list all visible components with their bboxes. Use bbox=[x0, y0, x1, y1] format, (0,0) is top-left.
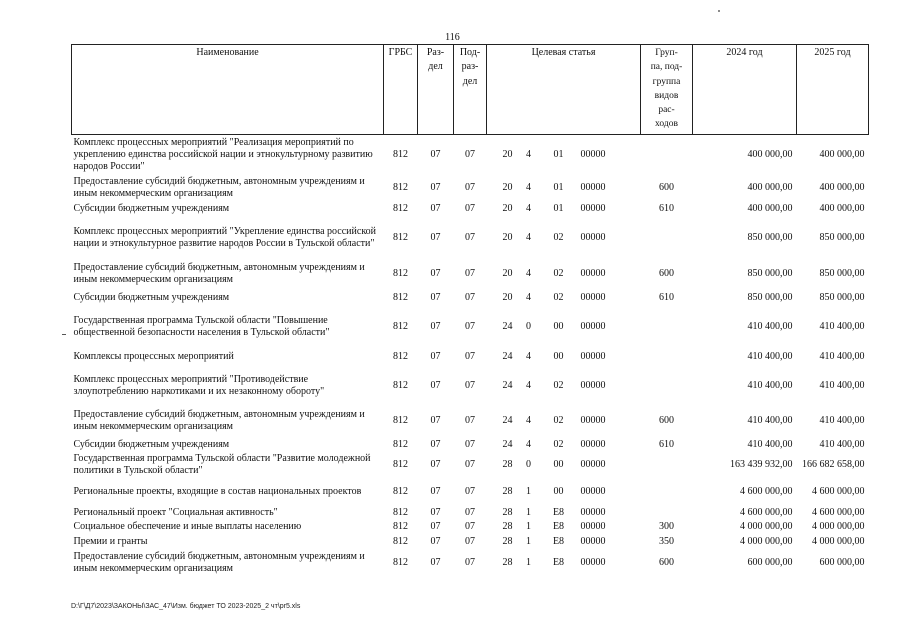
row-expense-type: 300 bbox=[659, 521, 674, 533]
row-target-type: 1 bbox=[526, 521, 531, 533]
row-grbs: 812 bbox=[393, 379, 408, 391]
row-target-program: 24 bbox=[502, 438, 513, 450]
row-grbs: 812 bbox=[393, 148, 408, 160]
row-amount-2025: 850 000,00 bbox=[819, 291, 865, 303]
row-target-program: 20 bbox=[502, 202, 513, 214]
row-podrazdel: 07 bbox=[465, 414, 475, 426]
row-podrazdel: 07 bbox=[465, 521, 475, 533]
row-podrazdel: 07 bbox=[465, 459, 475, 471]
row-podrazdel: 07 bbox=[465, 291, 475, 303]
row-target-type: 1 bbox=[526, 535, 531, 547]
row-target-program: 28 bbox=[502, 521, 513, 533]
row-expense-type: 600 bbox=[659, 182, 674, 194]
row-podrazdel: 07 bbox=[465, 320, 475, 332]
page-number: 116 bbox=[445, 32, 460, 43]
row-expense-type bbox=[641, 135, 693, 175]
row-podrazdel: 07 bbox=[465, 506, 475, 518]
row-expense-type: 600 bbox=[659, 267, 674, 279]
row-target-article bbox=[487, 308, 641, 346]
row-expense-type bbox=[641, 368, 693, 404]
row-target-direction: 00000 bbox=[580, 521, 606, 533]
row-name: Премии и гранты bbox=[73, 535, 148, 547]
row-expense-type: 600 bbox=[659, 556, 674, 568]
row-name: Социальное обеспечение и иные выплаты населению bbox=[73, 521, 302, 533]
row-razdel: 07 bbox=[430, 148, 441, 160]
row-razdel: 07 bbox=[430, 267, 441, 279]
row-amount-2024: 4 000 000,00 bbox=[740, 535, 793, 547]
table-header-row bbox=[72, 45, 869, 135]
row-grbs: 812 bbox=[393, 438, 408, 450]
row-target-direction: 00000 bbox=[580, 320, 606, 332]
row-target-direction: 00000 bbox=[580, 291, 606, 303]
row-target-article bbox=[487, 479, 641, 506]
row-target-type: 4 bbox=[526, 414, 531, 426]
row-razdel: 07 bbox=[430, 486, 441, 498]
row-target-program: 28 bbox=[502, 556, 513, 568]
row-grbs: 812 bbox=[393, 556, 408, 568]
row-name: Предоставление субсидий бюджетным, автономным учреждениям и иным некоммерческим организациям bbox=[73, 261, 365, 285]
row-amount-2024: 850 000,00 bbox=[747, 291, 793, 303]
row-target-sub: E8 bbox=[552, 521, 565, 533]
row-expense-type bbox=[641, 479, 693, 506]
row-target-sub: 02 bbox=[553, 414, 564, 426]
row-target-direction: 00000 bbox=[580, 535, 606, 547]
row-target-sub: 01 bbox=[553, 202, 564, 214]
row-name: Субсидии бюджетным учреждениям bbox=[73, 438, 230, 450]
budget-table bbox=[71, 44, 869, 577]
row-target-type: 4 bbox=[526, 379, 531, 391]
row-grbs: 812 bbox=[393, 320, 408, 332]
row-razdel: 07 bbox=[430, 350, 441, 362]
row-podrazdel: 07 bbox=[465, 148, 475, 160]
row-target-program: 28 bbox=[502, 535, 513, 547]
table-body bbox=[72, 135, 869, 577]
row-target-direction: 00000 bbox=[580, 414, 606, 426]
row-target-program: 20 bbox=[502, 231, 513, 243]
row-grbs: 812 bbox=[393, 350, 408, 362]
row-razdel: 07 bbox=[430, 535, 441, 547]
row-expense-type bbox=[641, 216, 693, 260]
row-podrazdel: 07 bbox=[465, 267, 475, 279]
row-target-article bbox=[487, 452, 641, 479]
row-amount-2024: 4 600 000,00 bbox=[740, 506, 793, 518]
row-target-program: 20 bbox=[502, 267, 513, 279]
table-row bbox=[72, 535, 869, 549]
row-grbs: 812 bbox=[393, 202, 408, 214]
table-row bbox=[72, 368, 869, 404]
row-target-sub: 01 bbox=[553, 182, 564, 194]
row-amount-2025: 410 400,00 bbox=[819, 438, 865, 450]
row-grbs: 812 bbox=[393, 231, 408, 243]
row-podrazdel: 07 bbox=[465, 535, 475, 547]
table-row bbox=[72, 135, 869, 175]
table-row bbox=[72, 452, 869, 479]
row-amount-2025: 4 600 000,00 bbox=[812, 486, 865, 498]
row-amount-2024: 410 400,00 bbox=[747, 320, 793, 332]
row-amount-2024: 410 400,00 bbox=[747, 350, 793, 362]
row-expense-type bbox=[641, 308, 693, 346]
row-amount-2025: 850 000,00 bbox=[819, 231, 865, 243]
header-podrazdel: Под- раз- дел bbox=[454, 45, 487, 135]
row-target-sub: 02 bbox=[553, 379, 564, 391]
row-amount-2024: 410 400,00 bbox=[747, 379, 793, 391]
row-amount-2025: 410 400,00 bbox=[819, 379, 865, 391]
row-target-article bbox=[487, 438, 641, 452]
row-amount-2024: 850 000,00 bbox=[747, 267, 793, 279]
row-razdel: 07 bbox=[430, 414, 441, 426]
row-target-direction: 00000 bbox=[580, 486, 606, 498]
header-name: Наименование bbox=[72, 45, 384, 135]
row-amount-2024: 400 000,00 bbox=[747, 182, 793, 194]
row-target-program: 24 bbox=[502, 379, 513, 391]
row-amount-2025: 600 000,00 bbox=[819, 556, 865, 568]
row-name: Субсидии бюджетным учреждениям bbox=[73, 291, 230, 303]
row-target-article bbox=[487, 202, 641, 216]
row-amount-2024: 163 439 932,00 bbox=[730, 459, 793, 471]
row-target-type: 4 bbox=[526, 148, 531, 160]
row-target-program: 28 bbox=[502, 506, 513, 518]
row-name: Предоставление субсидий бюджетным, автономным учреждениям и иным некоммерческим организациям bbox=[73, 550, 365, 574]
row-target-program: 24 bbox=[502, 350, 513, 362]
row-name: Региональные проекты, входящие в состав национальных проектов bbox=[73, 486, 362, 498]
row-amount-2025: 400 000,00 bbox=[819, 202, 865, 214]
row-grbs: 812 bbox=[393, 414, 408, 426]
row-target-direction: 00000 bbox=[580, 379, 606, 391]
row-grbs: 812 bbox=[393, 459, 408, 471]
row-target-program: 20 bbox=[502, 148, 513, 160]
table-row bbox=[72, 506, 869, 520]
row-podrazdel: 07 bbox=[465, 231, 475, 243]
row-target-direction: 00000 bbox=[580, 556, 606, 568]
row-amount-2025: 4 600 000,00 bbox=[812, 506, 865, 518]
row-razdel: 07 bbox=[430, 320, 441, 332]
row-target-type: 0 bbox=[526, 320, 531, 332]
header-vid: Груп- па, под- группа видов рас- ходов bbox=[641, 45, 693, 135]
table-row bbox=[72, 479, 869, 506]
row-amount-2024: 4 000 000,00 bbox=[740, 521, 793, 533]
row-grbs: 812 bbox=[393, 291, 408, 303]
row-target-type: 1 bbox=[526, 486, 531, 498]
row-amount-2025: 410 400,00 bbox=[819, 414, 865, 426]
row-target-direction: 00000 bbox=[580, 182, 606, 194]
header-grbs: ГРБС bbox=[384, 45, 418, 135]
row-name: Региональный проект "Социальная активность" bbox=[73, 506, 278, 518]
row-target-sub: 02 bbox=[553, 438, 564, 450]
row-razdel: 07 bbox=[430, 521, 441, 533]
row-expense-type: 610 bbox=[659, 291, 674, 303]
row-target-direction: 00000 bbox=[580, 459, 606, 471]
table-row bbox=[72, 202, 869, 216]
row-name: Комплексы процессных мероприятий bbox=[73, 350, 234, 362]
table-row bbox=[72, 549, 869, 577]
row-target-article bbox=[487, 404, 641, 438]
row-grbs: 812 bbox=[393, 182, 408, 194]
row-target-type: 4 bbox=[526, 202, 531, 214]
row-expense-type: 350 bbox=[659, 535, 674, 547]
row-amount-2025: 850 000,00 bbox=[819, 267, 865, 279]
file-path-footer: D:\Г\Д7\2023\ЗАКОНЫ\ЗАС_47\Изм. бюджет ТО 2023-2025_2 чт\pr5.xls bbox=[71, 603, 301, 610]
row-target-type: 4 bbox=[526, 267, 531, 279]
row-amount-2025: 400 000,00 bbox=[819, 182, 865, 194]
row-podrazdel: 07 bbox=[465, 556, 475, 568]
row-podrazdel: 07 bbox=[465, 182, 475, 194]
row-razdel: 07 bbox=[430, 231, 441, 243]
row-target-type: 4 bbox=[526, 182, 531, 194]
row-podrazdel: 07 bbox=[465, 202, 475, 214]
row-target-article bbox=[487, 346, 641, 368]
header-target: Целевая статья bbox=[487, 45, 641, 135]
row-podrazdel: 07 bbox=[465, 486, 475, 498]
row-expense-type: 600 bbox=[659, 414, 674, 426]
table-row bbox=[72, 438, 869, 452]
row-razdel: 07 bbox=[430, 379, 441, 391]
margin-mark bbox=[62, 334, 66, 335]
row-expense-type bbox=[641, 346, 693, 368]
row-target-type: 1 bbox=[526, 556, 531, 568]
row-target-article bbox=[487, 535, 641, 549]
row-target-sub: 00 bbox=[553, 320, 564, 332]
scan-speck bbox=[718, 10, 720, 12]
row-target-type: 4 bbox=[526, 291, 531, 303]
row-razdel: 07 bbox=[430, 202, 441, 214]
row-name: Комплекс процессных мероприятий "Укрепление единства российской нации и этнокультурное развитие народов России в Тульской области" bbox=[73, 225, 377, 249]
table-row bbox=[72, 308, 869, 346]
table-row bbox=[72, 346, 869, 368]
row-podrazdel: 07 bbox=[465, 438, 475, 450]
row-name: Государственная программа Тульской области "Развитие молодежной политики в Тульской области" bbox=[73, 453, 371, 476]
header-2024: 2024 год bbox=[693, 45, 797, 135]
row-expense-type: 610 bbox=[659, 202, 674, 214]
row-target-article bbox=[487, 506, 641, 520]
row-grbs: 812 bbox=[393, 267, 408, 279]
row-amount-2025: 166 682 658,00 bbox=[802, 459, 865, 471]
row-target-article bbox=[487, 520, 641, 535]
row-target-direction: 00000 bbox=[580, 267, 606, 279]
row-razdel: 07 bbox=[430, 182, 441, 194]
row-target-type: 0 bbox=[526, 459, 531, 471]
row-expense-type bbox=[641, 506, 693, 520]
row-target-article bbox=[487, 260, 641, 288]
table-row bbox=[72, 216, 869, 260]
row-target-type: 4 bbox=[526, 350, 531, 362]
row-amount-2025: 4 000 000,00 bbox=[812, 521, 865, 533]
row-target-sub: 02 bbox=[553, 267, 564, 279]
row-name: Субсидии бюджетным учреждениям bbox=[73, 202, 230, 214]
row-grbs: 812 bbox=[393, 521, 408, 533]
row-grbs: 812 bbox=[393, 535, 408, 547]
row-target-sub: 00 bbox=[553, 459, 564, 471]
row-target-article bbox=[487, 368, 641, 404]
row-amount-2024: 410 400,00 bbox=[747, 414, 793, 426]
row-name: Комплекс процессных мероприятий "Реализация мероприятий по укреплению единства российской нации и этнокультурному развитию народов России" bbox=[73, 137, 373, 172]
row-target-program: 28 bbox=[502, 486, 513, 498]
row-target-sub: E8 bbox=[552, 506, 565, 518]
row-target-sub: 00 bbox=[553, 486, 564, 498]
row-target-article bbox=[487, 288, 641, 308]
row-target-sub: E8 bbox=[552, 556, 565, 568]
row-razdel: 07 bbox=[430, 459, 441, 471]
row-target-article bbox=[487, 216, 641, 260]
row-amount-2024: 400 000,00 bbox=[747, 202, 793, 214]
header-2025: 2025 год bbox=[797, 45, 869, 135]
row-razdel: 07 bbox=[430, 438, 441, 450]
row-target-article bbox=[487, 135, 641, 175]
row-target-direction: 00000 bbox=[580, 231, 606, 243]
row-razdel: 07 bbox=[430, 291, 441, 303]
row-amount-2025: 400 000,00 bbox=[819, 148, 865, 160]
row-name: Предоставление субсидий бюджетным, автономным учреждениям и иным некоммерческим организациям bbox=[73, 408, 365, 432]
row-target-program: 20 bbox=[502, 291, 513, 303]
table-row bbox=[72, 520, 869, 535]
table-row bbox=[72, 260, 869, 288]
row-target-program: 24 bbox=[502, 414, 513, 426]
header-razdel: Раз- дел bbox=[418, 45, 454, 135]
row-target-article bbox=[487, 175, 641, 202]
row-amount-2025: 4 000 000,00 bbox=[812, 535, 865, 547]
row-target-direction: 00000 bbox=[580, 202, 606, 214]
row-podrazdel: 07 bbox=[465, 350, 475, 362]
table-row bbox=[72, 404, 869, 438]
row-target-program: 20 bbox=[502, 182, 513, 194]
row-razdel: 07 bbox=[430, 506, 441, 518]
row-grbs: 812 bbox=[393, 506, 408, 518]
row-target-sub: 02 bbox=[553, 291, 564, 303]
row-expense-type bbox=[641, 452, 693, 479]
row-name: Государственная программа Тульской области "Повышение общественной безопасности населения в Тульской области" bbox=[73, 314, 330, 338]
row-amount-2024: 850 000,00 bbox=[747, 231, 793, 243]
row-amount-2025: 410 400,00 bbox=[819, 350, 865, 362]
row-target-direction: 00000 bbox=[580, 506, 606, 518]
table-row bbox=[72, 288, 869, 308]
row-amount-2024: 600 000,00 bbox=[747, 556, 793, 568]
row-amount-2024: 4 600 000,00 bbox=[740, 486, 793, 498]
row-name: Предоставление субсидий бюджетным, автономным учреждениям и иным некоммерческим организациям bbox=[73, 176, 365, 199]
row-target-type: 4 bbox=[526, 438, 531, 450]
row-amount-2024: 410 400,00 bbox=[747, 438, 793, 450]
table-row bbox=[72, 175, 869, 202]
row-podrazdel: 07 bbox=[465, 379, 475, 391]
row-grbs: 812 bbox=[393, 486, 408, 498]
row-target-direction: 00000 bbox=[580, 438, 606, 450]
row-target-sub: 02 bbox=[553, 231, 564, 243]
row-target-sub: E8 bbox=[552, 535, 565, 547]
row-amount-2024: 400 000,00 bbox=[747, 148, 793, 160]
row-target-sub: 01 bbox=[553, 148, 564, 160]
row-name: Комплекс процессных мероприятий "Противодействие злоупотреблению наркотиками и их незаконному обороту" bbox=[73, 373, 325, 397]
row-razdel: 07 bbox=[430, 556, 441, 568]
row-target-program: 28 bbox=[502, 459, 513, 471]
row-target-sub: 00 bbox=[553, 350, 564, 362]
row-target-type: 4 bbox=[526, 231, 531, 243]
row-target-direction: 00000 bbox=[580, 350, 606, 362]
row-target-article bbox=[487, 549, 641, 577]
row-target-type: 1 bbox=[526, 506, 531, 518]
row-target-program: 24 bbox=[502, 320, 513, 332]
row-expense-type: 610 bbox=[659, 438, 674, 450]
row-target-direction: 00000 bbox=[580, 148, 606, 160]
row-amount-2025: 410 400,00 bbox=[819, 320, 865, 332]
